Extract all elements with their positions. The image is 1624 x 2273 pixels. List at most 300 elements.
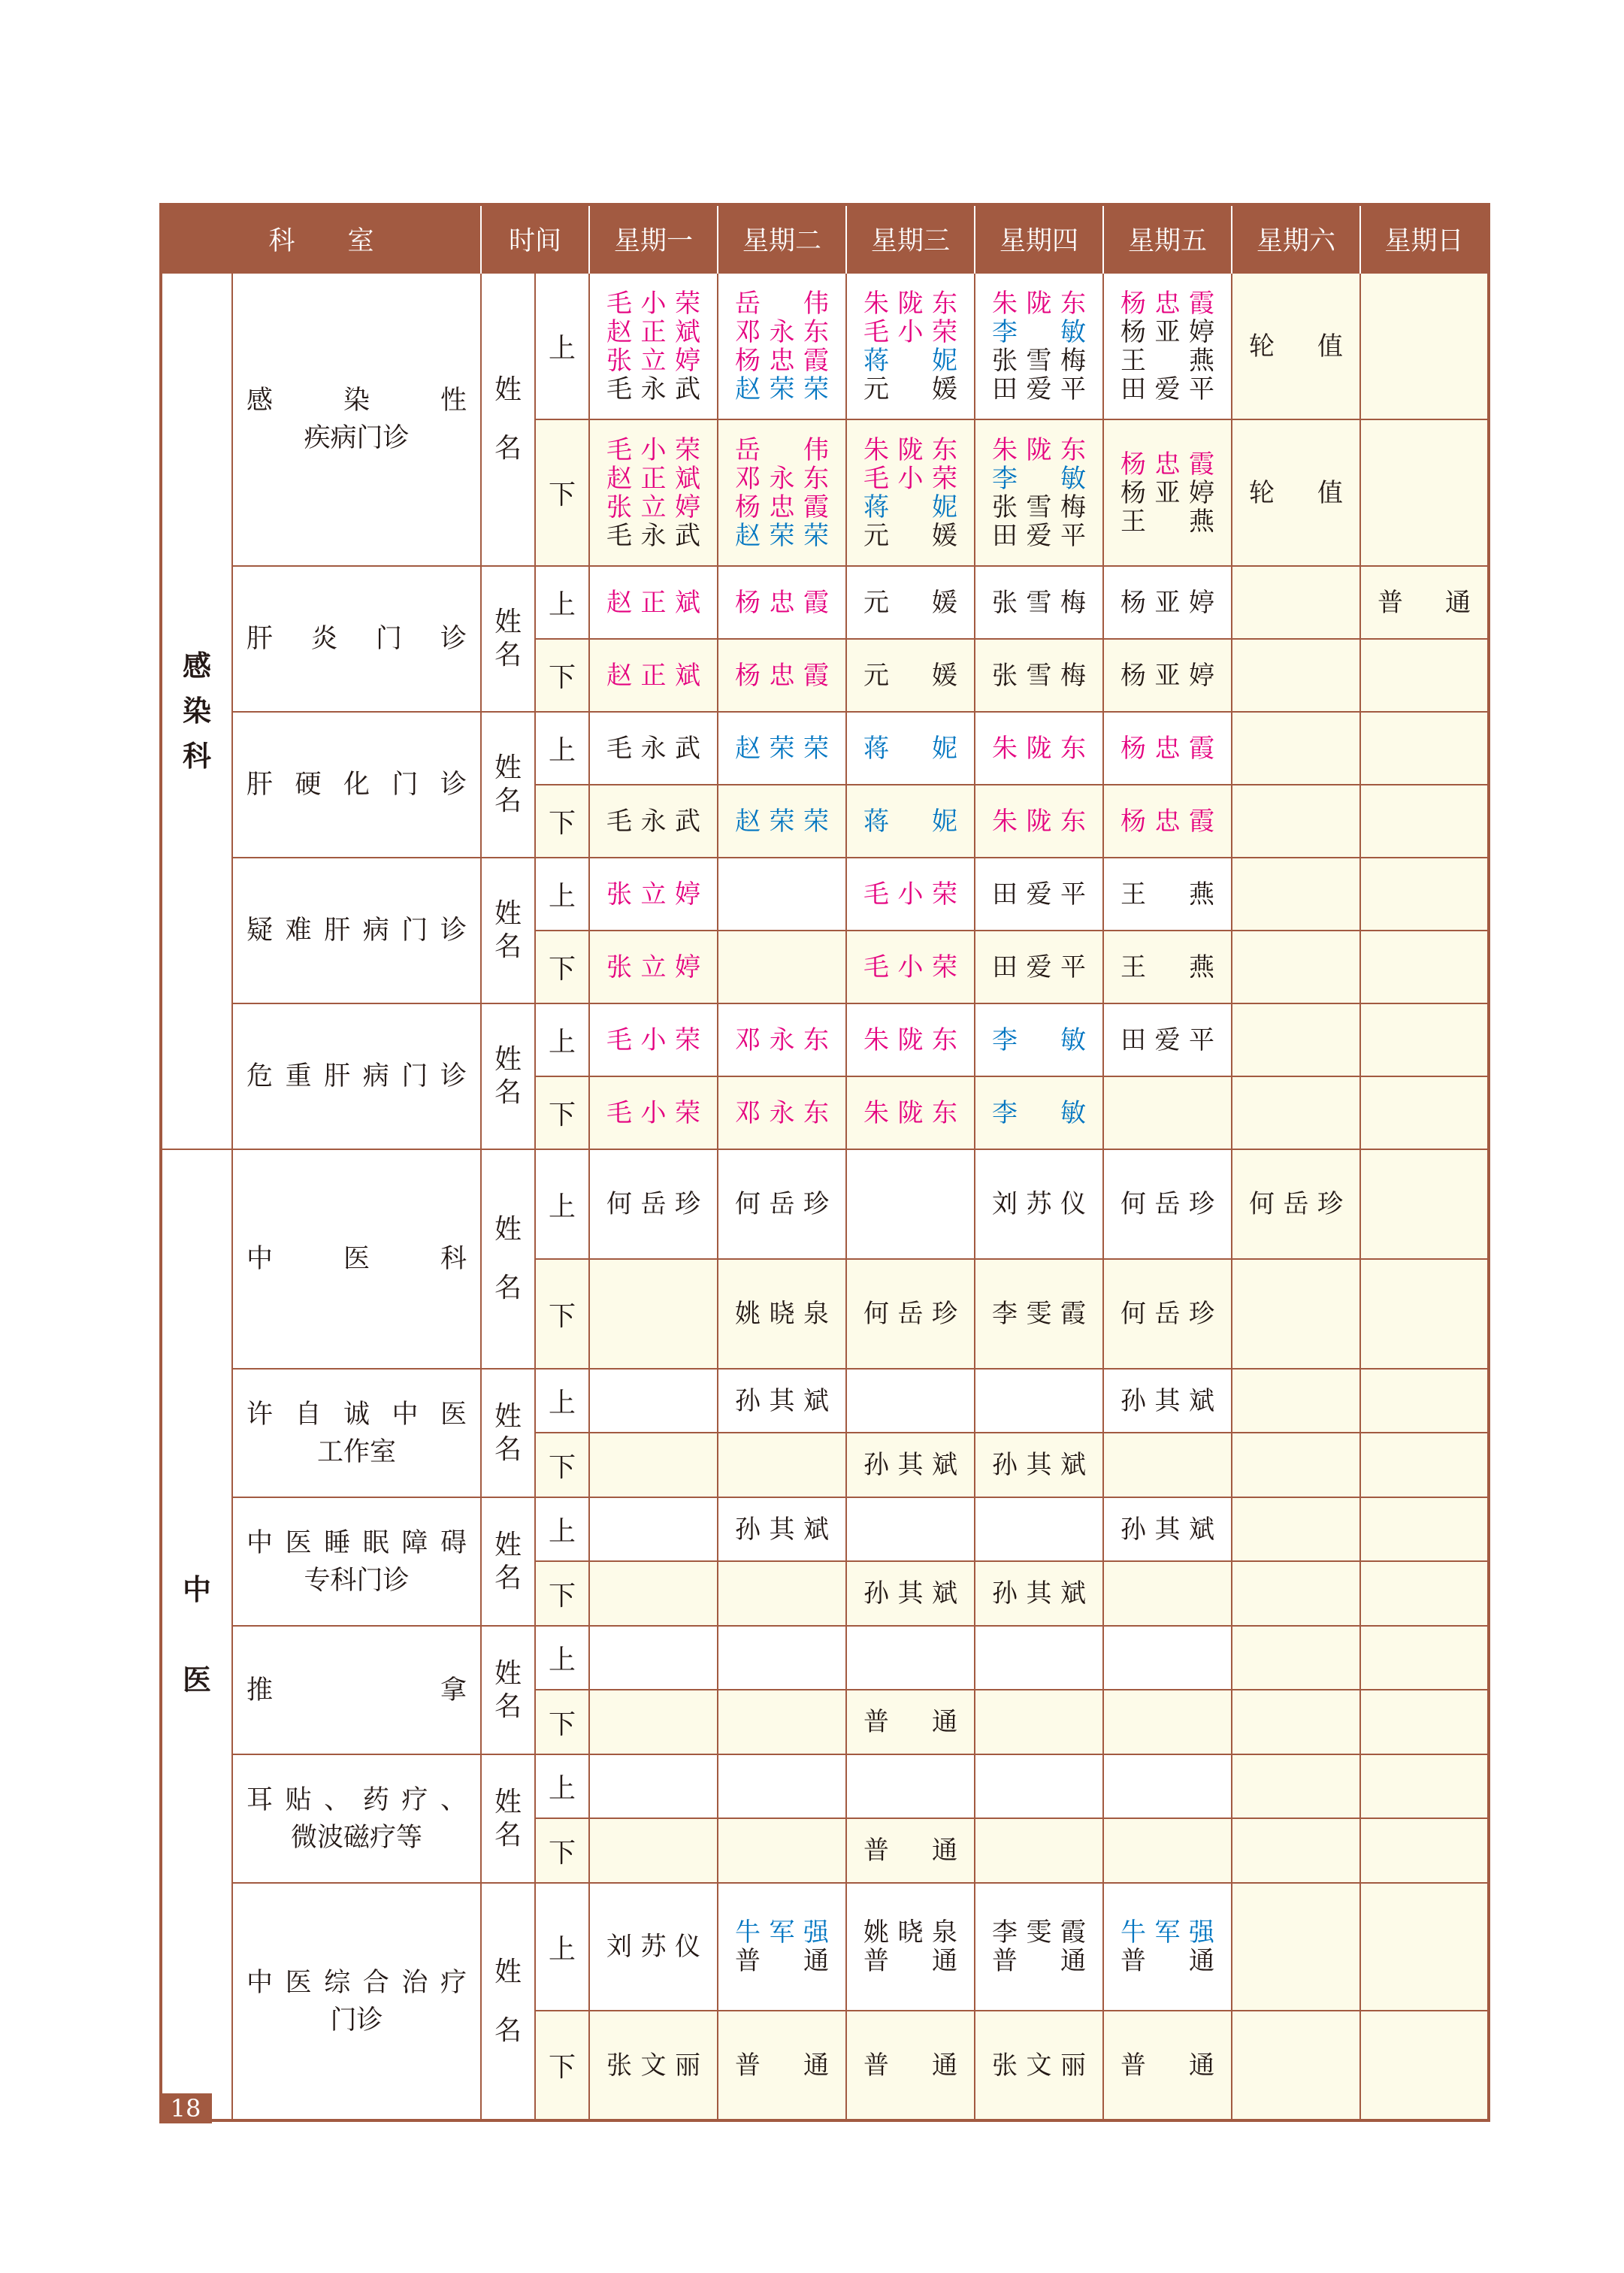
- doctor-name: 孙其斌: [992, 1450, 1087, 1480]
- doctor-cell: [1103, 2011, 1232, 2120]
- doctor-cell: [718, 419, 846, 566]
- doctor-name: 李 敏: [992, 463, 1087, 494]
- doctor-cell: [1232, 639, 1360, 712]
- doctor-cell: [718, 931, 846, 1003]
- doctor-cell: [1232, 1754, 1360, 1818]
- clinic-name: 中 医 科: [232, 1149, 481, 1369]
- doctor-name: 普 通: [863, 1946, 958, 1976]
- doctor-cell: [589, 931, 718, 1003]
- doctor-name: 张雪梅: [992, 492, 1087, 522]
- clinic-name: 许自诚中医 工作室: [232, 1369, 481, 1497]
- doctor-cell: [718, 1754, 846, 1818]
- doctor-cell: [975, 712, 1103, 785]
- doctor-name: 李雯霞: [992, 1299, 1087, 1329]
- doctor-cell: [1103, 1883, 1232, 2011]
- doctor-cell: [1103, 1076, 1232, 1149]
- doctor-cell: [589, 273, 718, 419]
- doctor-cell: [1103, 1369, 1232, 1433]
- doctor-cell: [975, 931, 1103, 1003]
- clinic-name: 肝硬化门诊: [232, 712, 481, 858]
- doctor-name: 李 敏: [992, 316, 1087, 347]
- doctor-name: 杨亚婷: [1120, 477, 1215, 508]
- doctor-name: 张文丽: [606, 2050, 701, 2081]
- pm-label: 下: [535, 785, 589, 858]
- am-label: 上: [535, 273, 589, 419]
- pm-label: 下: [535, 1690, 589, 1754]
- doctor-name: 赵荣荣: [735, 806, 830, 837]
- clinic-schedule: [159, 203, 1490, 2122]
- doctor-cell: [718, 1076, 846, 1149]
- name-label: 姓 名: [481, 1149, 535, 1369]
- doctor-cell: [589, 1883, 718, 2011]
- doctor-name: 朱陇东: [863, 1025, 958, 1055]
- doctor-name: 蒋 妮: [863, 733, 958, 764]
- doctor-cell: [1360, 1149, 1489, 1259]
- header-day: 星期五: [1103, 204, 1232, 273]
- doctor-name: 普 通: [863, 1707, 958, 1737]
- doctor-cell: [1360, 419, 1489, 566]
- doctor-cell: [1360, 1883, 1489, 2011]
- doctor-cell: [1360, 785, 1489, 858]
- doctor-name: 朱陇东: [992, 733, 1087, 764]
- am-label: 上: [535, 1754, 589, 1818]
- doctor-cell: [1232, 712, 1360, 785]
- name-label: 姓 名: [481, 1626, 535, 1754]
- pm-label: 下: [535, 1076, 589, 1149]
- doctor-name: 普 通: [863, 1836, 958, 1866]
- doctor-cell: [846, 1076, 975, 1149]
- doctor-cell: [1103, 931, 1232, 1003]
- doctor-name: 元 媛: [863, 587, 958, 618]
- doctor-name: 毛小荣: [863, 952, 958, 982]
- doctor-cell: [718, 566, 846, 639]
- doctor-name: 孙其斌: [992, 1578, 1087, 1609]
- doctor-cell: [975, 2011, 1103, 2120]
- doctor-cell: [846, 566, 975, 639]
- doctor-cell: [846, 1818, 975, 1883]
- doctor-name: 普 通: [1378, 587, 1471, 618]
- doctor-cell: [975, 639, 1103, 712]
- doctor-cell: [846, 1754, 975, 1818]
- clinic-name: 耳贴、药疗、 微波磁疗等: [232, 1754, 481, 1883]
- doctor-name: 刘苏仪: [992, 1189, 1087, 1219]
- doctor-name: 毛小荣: [863, 316, 958, 347]
- am-label: 上: [535, 1883, 589, 2011]
- doctor-name: 普 通: [735, 1946, 830, 1976]
- doctor-name: 牛军强: [735, 1917, 830, 1948]
- doctor-cell: [1103, 1818, 1232, 1883]
- doctor-cell: [1103, 1561, 1232, 1626]
- doctor-cell: [589, 566, 718, 639]
- schedule-row: [161, 1754, 1489, 1818]
- doctor-cell: [1103, 712, 1232, 785]
- doctor-name: 元 媛: [863, 374, 958, 404]
- doctor-cell: [589, 1259, 718, 1369]
- doctor-cell: [718, 1561, 846, 1626]
- doctor-name: 杨忠霞: [1120, 806, 1215, 837]
- doctor-name: 刘苏仪: [606, 1932, 701, 1962]
- doctor-name: 姚晓泉: [863, 1917, 958, 1948]
- doctor-cell: [975, 1497, 1103, 1561]
- doctor-name: 何岳珍: [735, 1189, 830, 1219]
- doctor-name: 毛小荣: [863, 879, 958, 910]
- doctor-cell: [1232, 785, 1360, 858]
- doctor-cell: [975, 1076, 1103, 1149]
- doctor-cell: [718, 1259, 846, 1369]
- schedule-row: [161, 1883, 1489, 2011]
- doctor-name: 邓永东: [735, 1025, 830, 1055]
- doctor-name: 杨亚婷: [1120, 587, 1215, 618]
- doctor-cell: [1232, 931, 1360, 1003]
- doctor-name: 岳 伟: [735, 434, 830, 465]
- doctor-name: 元 媛: [863, 520, 958, 551]
- doctor-cell: [1232, 1149, 1360, 1259]
- doctor-cell: [846, 1497, 975, 1561]
- header-day: 星期日: [1360, 204, 1489, 273]
- doctor-cell: [718, 1497, 846, 1561]
- doctor-cell: [1232, 1369, 1360, 1433]
- doctor-name: 蒋 妮: [863, 492, 958, 522]
- doctor-name: 赵正斌: [606, 587, 701, 618]
- doctor-cell: [1232, 1003, 1360, 1076]
- doctor-cell: [1103, 1626, 1232, 1690]
- doctor-cell: [846, 712, 975, 785]
- doctor-name: 朱陇东: [992, 288, 1087, 319]
- doctor-cell: [846, 1883, 975, 2011]
- doctor-name: 何岳珍: [1249, 1189, 1344, 1219]
- doctor-name: 张雪梅: [992, 660, 1087, 691]
- schedule-row: [161, 566, 1489, 639]
- doctor-name: 毛小荣: [863, 463, 958, 494]
- doctor-cell: [718, 1690, 846, 1754]
- page-number: 18: [159, 2093, 212, 2123]
- doctor-cell: [846, 858, 975, 931]
- doctor-cell: [589, 858, 718, 931]
- header-day: 星期六: [1232, 204, 1360, 273]
- doctor-cell: [846, 785, 975, 858]
- doctor-name: 张立婷: [606, 492, 701, 522]
- doctor-cell: [1103, 858, 1232, 931]
- doctor-cell: [589, 1433, 718, 1497]
- doctor-name: 赵正斌: [606, 463, 701, 494]
- doctor-name: 邓永东: [735, 463, 830, 494]
- doctor-name: 田爱平: [992, 520, 1087, 551]
- doctor-name: 赵荣荣: [735, 520, 830, 551]
- name-label: 姓 名: [481, 566, 535, 712]
- doctor-name: 杨忠霞: [1120, 449, 1215, 480]
- doctor-name: 普 通: [992, 1946, 1087, 1976]
- doctor-name: 杨忠霞: [735, 587, 830, 618]
- header-day: 星期四: [975, 204, 1103, 273]
- doctor-name: 王 燕: [1120, 879, 1215, 910]
- doctor-name: 毛小荣: [606, 1025, 701, 1055]
- doctor-cell: [1103, 1754, 1232, 1818]
- schedule-row: [161, 1369, 1489, 1433]
- doctor-name: 杨忠霞: [735, 345, 830, 376]
- name-label: 姓 名: [481, 1883, 535, 2120]
- doctor-name: 杨忠霞: [1120, 733, 1215, 764]
- doctor-cell: [846, 639, 975, 712]
- pm-label: 下: [535, 639, 589, 712]
- doctor-cell: [1360, 2011, 1489, 2120]
- doctor-cell: [718, 858, 846, 931]
- doctor-cell: [975, 1690, 1103, 1754]
- header-day: 星期二: [718, 204, 846, 273]
- doctor-cell: [1232, 1561, 1360, 1626]
- doctor-name: 张文丽: [992, 2050, 1087, 2081]
- am-label: 上: [535, 1149, 589, 1259]
- doctor-cell: [975, 1149, 1103, 1259]
- doctor-cell: [1232, 1497, 1360, 1561]
- doctor-cell: [1360, 1369, 1489, 1433]
- clinic-name: 感 染 性 疾病门诊: [232, 273, 481, 566]
- doctor-name: 岳 伟: [735, 288, 830, 319]
- doctor-cell: [1232, 1076, 1360, 1149]
- am-label: 上: [535, 1497, 589, 1561]
- name-label: 姓 名: [481, 273, 535, 566]
- doctor-name: 牛军强: [1120, 1917, 1215, 1948]
- doctor-cell: [718, 1149, 846, 1259]
- doctor-cell: [1103, 1497, 1232, 1561]
- doctor-cell: [1232, 858, 1360, 931]
- doctor-cell: [975, 858, 1103, 931]
- doctor-cell: [846, 1626, 975, 1690]
- doctor-cell: [1232, 1626, 1360, 1690]
- doctor-cell: [1360, 1433, 1489, 1497]
- doctor-name: 张立婷: [606, 952, 701, 982]
- schedule-row: [161, 1003, 1489, 1076]
- doctor-name: 普 通: [863, 2050, 958, 2081]
- doctor-name: 朱陇东: [863, 1097, 958, 1128]
- doctor-name: 杨亚婷: [1120, 316, 1215, 347]
- doctor-name: 何岳珍: [606, 1189, 701, 1219]
- doctor-name: 田爱平: [1120, 1025, 1215, 1055]
- doctor-cell: [1103, 273, 1232, 419]
- doctor-name: 毛永武: [606, 374, 701, 404]
- doctor-cell: [589, 1497, 718, 1561]
- doctor-cell: [589, 1369, 718, 1433]
- doctor-cell: [975, 1003, 1103, 1076]
- doctor-name: 张立婷: [606, 879, 701, 910]
- doctor-name: 毛小荣: [606, 288, 701, 319]
- doctor-name: 王 燕: [1120, 345, 1215, 376]
- doctor-name: 何岳珍: [1120, 1189, 1215, 1219]
- doctor-cell: [846, 419, 975, 566]
- doctor-cell: [718, 1369, 846, 1433]
- doctor-name: 张雪梅: [992, 345, 1087, 376]
- doctor-cell: [589, 1149, 718, 1259]
- pm-label: 下: [535, 1561, 589, 1626]
- am-label: 上: [535, 1003, 589, 1076]
- doctor-cell: [1103, 419, 1232, 566]
- doctor-cell: [975, 1369, 1103, 1433]
- doctor-name: 孙其斌: [735, 1514, 830, 1545]
- header-day: 星期一: [589, 204, 718, 273]
- doctor-name: 毛永武: [606, 806, 701, 837]
- doctor-cell: [1360, 273, 1489, 419]
- doctor-cell: [589, 1561, 718, 1626]
- doctor-cell: [846, 2011, 975, 2120]
- doctor-cell: [1360, 1497, 1489, 1561]
- doctor-name: 邓永东: [735, 1097, 830, 1128]
- doctor-cell: [975, 419, 1103, 566]
- doctor-cell: [1232, 1259, 1360, 1369]
- doctor-name: 孙其斌: [863, 1578, 958, 1609]
- doctor-name: 李 敏: [992, 1025, 1087, 1055]
- department-name: 中 医: [161, 1149, 232, 2120]
- doctor-name: 赵荣荣: [735, 733, 830, 764]
- doctor-cell: [718, 273, 846, 419]
- doctor-cell: [1232, 1818, 1360, 1883]
- doctor-cell: [1360, 566, 1489, 639]
- doctor-cell: [975, 273, 1103, 419]
- doctor-cell: [1360, 1003, 1489, 1076]
- doctor-cell: [975, 785, 1103, 858]
- doctor-name: 元 媛: [863, 660, 958, 691]
- doctor-cell: [1232, 1883, 1360, 2011]
- doctor-cell: [975, 566, 1103, 639]
- name-label: 姓 名: [481, 1497, 535, 1626]
- clinic-name: 危重肝病门诊: [232, 1003, 481, 1149]
- doctor-cell: [846, 1259, 975, 1369]
- am-label: 上: [535, 858, 589, 931]
- doctor-cell: [1360, 1818, 1489, 1883]
- doctor-name: 孙其斌: [735, 1385, 830, 1416]
- doctor-cell: [1360, 931, 1489, 1003]
- doctor-name: 朱陇东: [863, 288, 958, 319]
- name-label: 姓 名: [481, 712, 535, 858]
- doctor-cell: [589, 712, 718, 785]
- pm-label: 下: [535, 931, 589, 1003]
- doctor-name: 李雯霞: [992, 1917, 1087, 1948]
- doctor-name: 杨忠霞: [1120, 288, 1215, 319]
- doctor-name: 田爱平: [992, 374, 1087, 404]
- doctor-cell: [846, 1149, 975, 1259]
- doctor-cell: [975, 1561, 1103, 1626]
- header-time: 时间: [481, 204, 589, 273]
- schedule-row: [161, 858, 1489, 931]
- doctor-cell: [718, 712, 846, 785]
- doctor-cell: [1103, 785, 1232, 858]
- doctor-cell: [846, 273, 975, 419]
- doctor-cell: [1103, 1149, 1232, 1259]
- name-label: 姓 名: [481, 1003, 535, 1149]
- doctor-name: 毛小荣: [606, 1097, 701, 1128]
- doctor-name: 何岳珍: [863, 1299, 958, 1329]
- doctor-cell: [846, 1003, 975, 1076]
- doctor-cell: [718, 785, 846, 858]
- doctor-name: 毛永武: [606, 520, 701, 551]
- header-department: 科 室: [161, 204, 481, 273]
- doctor-name: 轮 值: [1249, 331, 1344, 362]
- doctor-name: 王 燕: [1120, 952, 1215, 982]
- clinic-name: 中医综合治疗 门诊: [232, 1883, 481, 2120]
- doctor-name: 毛永武: [606, 733, 701, 764]
- doctor-cell: [589, 2011, 718, 2120]
- doctor-name: 张立婷: [606, 345, 701, 376]
- doctor-cell: [1360, 1259, 1489, 1369]
- doctor-cell: [1103, 566, 1232, 639]
- doctor-name: 孙其斌: [1120, 1385, 1215, 1416]
- doctor-cell: [589, 419, 718, 566]
- pm-label: 下: [535, 1259, 589, 1369]
- schedule-table: [159, 203, 1484, 2122]
- schedule-row: [161, 712, 1489, 785]
- doctor-name: 田爱平: [992, 879, 1087, 910]
- doctor-cell: [1232, 1433, 1360, 1497]
- doctor-name: 姚晓泉: [735, 1299, 830, 1329]
- doctor-cell: [1232, 2011, 1360, 2120]
- doctor-cell: [1232, 273, 1360, 419]
- doctor-cell: [1103, 1690, 1232, 1754]
- doctor-name: 李 敏: [992, 1097, 1087, 1128]
- doctor-name: 蒋 妮: [863, 345, 958, 376]
- pm-label: 下: [535, 1818, 589, 1883]
- clinic-name: 肝炎门诊: [232, 566, 481, 712]
- doctor-cell: [1360, 1754, 1489, 1818]
- doctor-name: 杨忠霞: [735, 660, 830, 691]
- doctor-name: 轮 值: [1249, 477, 1344, 508]
- doctor-cell: [1103, 1433, 1232, 1497]
- pm-label: 下: [535, 419, 589, 566]
- doctor-cell: [846, 931, 975, 1003]
- header-day: 星期三: [846, 204, 975, 273]
- doctor-cell: [589, 1818, 718, 1883]
- doctor-cell: [975, 1818, 1103, 1883]
- am-label: 上: [535, 1369, 589, 1433]
- pm-label: 下: [535, 2011, 589, 2120]
- doctor-cell: [589, 639, 718, 712]
- doctor-cell: [589, 1754, 718, 1818]
- doctor-cell: [1360, 712, 1489, 785]
- doctor-cell: [975, 1883, 1103, 2011]
- doctor-name: 蒋 妮: [863, 806, 958, 837]
- doctor-cell: [1103, 1003, 1232, 1076]
- doctor-cell: [975, 1433, 1103, 1497]
- doctor-cell: [718, 1883, 846, 2011]
- doctor-cell: [846, 1690, 975, 1754]
- schedule-row: [161, 1149, 1489, 1259]
- doctor-name: 赵正斌: [606, 316, 701, 347]
- doctor-name: 朱陇东: [863, 434, 958, 465]
- doctor-cell: [846, 1369, 975, 1433]
- doctor-cell: [1103, 1259, 1232, 1369]
- doctor-cell: [1360, 1076, 1489, 1149]
- doctor-name: 普 通: [1120, 1946, 1215, 1976]
- schedule-row: [161, 1497, 1489, 1561]
- doctor-name: 孙其斌: [1120, 1514, 1215, 1545]
- doctor-name: 普 通: [735, 2050, 830, 2081]
- doctor-name: 杨亚婷: [1120, 660, 1215, 691]
- am-label: 上: [535, 1626, 589, 1690]
- clinic-name: 中医睡眠障碍 专科门诊: [232, 1497, 481, 1626]
- pm-label: 下: [535, 1433, 589, 1497]
- doctor-name: 赵荣荣: [735, 374, 830, 404]
- doctor-cell: [975, 1754, 1103, 1818]
- doctor-name: 毛小荣: [606, 434, 701, 465]
- doctor-cell: [589, 1690, 718, 1754]
- name-label: 姓 名: [481, 1369, 535, 1497]
- doctor-cell: [589, 785, 718, 858]
- doctor-name: 赵正斌: [606, 660, 701, 691]
- header-row: [161, 204, 1489, 273]
- doctor-cell: [1360, 1690, 1489, 1754]
- doctor-name: 朱陇东: [992, 806, 1087, 837]
- doctor-cell: [1232, 419, 1360, 566]
- schedule-row: [161, 273, 1489, 419]
- doctor-cell: [1360, 639, 1489, 712]
- doctor-cell: [846, 1561, 975, 1626]
